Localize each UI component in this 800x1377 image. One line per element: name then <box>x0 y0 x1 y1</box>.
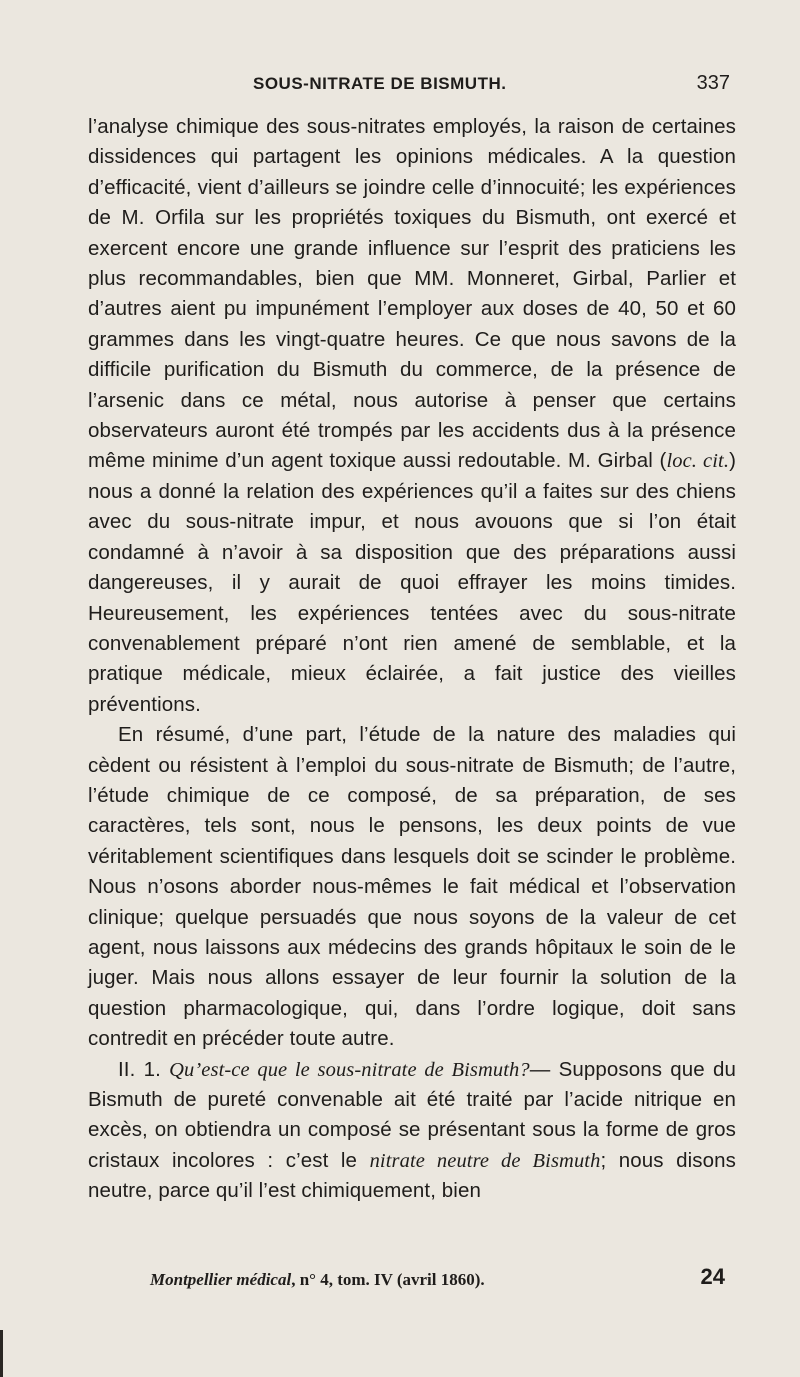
signature-mark: 24 <box>700 1264 725 1289</box>
page-header <box>88 74 730 104</box>
paragraph-3-term: nitrate neutre de Bismuth <box>369 1149 601 1172</box>
paragraph-1 <box>88 112 736 720</box>
body-text <box>88 112 736 1207</box>
page-number: 337 <box>696 72 730 94</box>
paragraph-2: En résumé, d’une part, l’étude de la nature des maladies qui cèdent ou résistent à l’emploi du sous-nitrate de Bismuth; de l’autre, l’étude chimique de ce composé, de sa préparation, de ses caractères, tels sont, nous le pensons, les deux points de vue véritablement scientifiques dans lesquels doit se scinder le problème. Nous n’osons aborder nous-mêmes le fait médical et l’observation clinique; quelque persuadés que nous soyons de la valeur de cet agent, nous laissons aux médecins des grands hôpitaux le soin de le juger. Mais nous allons essayer de leur fournir la solution de la question pharmacologique, qui, dans l’ordre logique, doit sans contredit en précéder toute autre. <box>88 723 736 1051</box>
paragraph-3-text-end: ; nous disons neutre, parce qu’il l’est chimiquement, bien <box>88 1148 736 1203</box>
paragraph-3-text: — Supposons que du Bismuth de pureté convenable ait été traité par l’acide nitrique en excès, on obtiendra un composé se présentant sous la forme de gros cristaux incolores : c’est le <box>88 1057 736 1172</box>
paragraph-3 <box>88 1055 736 1207</box>
paragraph-1-text: l’analyse chimique des sous-nitrates employés, la raison de certaines dissidences qui partagent les opinions médicales. A la question d’efficacité, vient d’ailleurs se joindre celle d’innocuité; les expériences de M. Orfila sur les propriétés toxiques du Bismuth, ont exercé et exercent encore une grande influence sur l’esprit des praticiens les plus recommandables, bien que MM. Monneret, Girbal, Parlier et d’autres aient pu impunément l’employer aux doses de 40, 50 et 60 grammes dans les vingt-quatre heures. Ce que nous savons de la difficile purification du Bismuth du commerce, de la présence de l’arsenic dans ce métal, nous autorise à penser que certains observateurs auront été trompés par les accidents dus à la présence même minime d’un agent toxique aussi redoutable. M. Girbal ( <box>88 115 736 473</box>
gutter-shadow <box>0 1330 3 1377</box>
paragraph-1-citation: loc. cit. <box>666 450 730 473</box>
running-title: SOUS-NITRATE DE BISMUTH. <box>253 74 507 93</box>
paragraph-1-text-end: ) nous a donné la relation des expériences qu’il a faites sur des chiens avec du sous-nitrate impur, et nous avouons que si l’on était condamné à n’avoir à sa disposition que des préparations aussi dangereuses, il y aurait de quoi effrayer les moins timides. Heureusement, les expériences tentées avec du sous-nitrate convenablement préparé n’ont rien amené de semblable, et la pratique médicale, mieux éclairée, a fait justice des vieilles préventions. <box>88 449 736 716</box>
section-heading: Qu’est-ce que le sous-nitrate de Bismuth? <box>169 1058 530 1081</box>
footer-journal: Montpellier médical <box>150 1270 292 1289</box>
footer-details: , n° 4, tom. IV (avril 1860). <box>291 1270 485 1289</box>
section-number: II. 1. <box>118 1057 170 1081</box>
footer-citation <box>150 1270 485 1290</box>
page-footer <box>150 1264 725 1300</box>
